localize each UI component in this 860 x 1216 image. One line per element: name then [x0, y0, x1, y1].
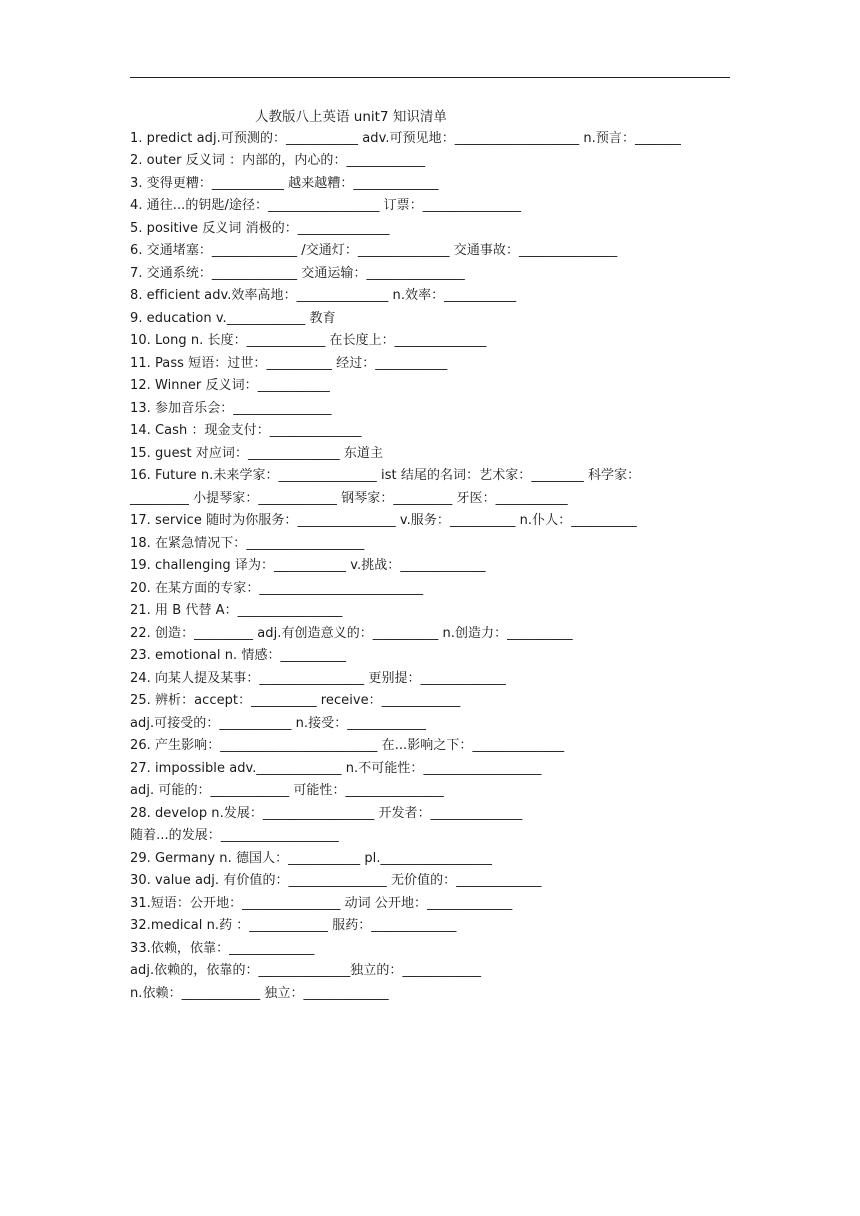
list-item: 13. 参加音乐会：_______________	[130, 401, 332, 416]
list-item: 随着...的发展：__________________	[130, 828, 339, 843]
list-item: 5. positive 反义词 消极的：______________	[130, 221, 390, 236]
list-item: 8. efficient adv.效率高地：______________ n.效率：___________	[130, 288, 517, 303]
list-item: 26. 产生影响：________________________ 在...影响之下：______________	[130, 738, 565, 753]
list-item: 29. Germany n. 德国人：___________ pl._________________	[130, 851, 492, 866]
header-rule	[130, 77, 730, 78]
list-item: 25. 辨析：accept：__________ receive：____________	[130, 693, 461, 708]
list-item: 16. Future n.未来学家：_______________ ist 结尾的名词：艺术家：________ 科学家：	[130, 468, 641, 483]
list-item: 28. develop n.发展：_________________ 开发者：______________	[130, 806, 523, 821]
list-item: 14. Cash ：现金支付：______________	[130, 423, 362, 438]
list-item: adj.依赖的，依靠的：______________独立的：____________	[130, 963, 482, 978]
page-title: 人教版八上英语 unit7 知识清单	[255, 109, 447, 125]
list-item: 7. 交通系统：_____________ 交通运输：_______________	[130, 266, 465, 281]
list-item: 20. 在某方面的专家：_________________________	[130, 581, 424, 596]
list-item: 3. 变得更糟：___________ 越来越糟：_____________	[130, 176, 439, 191]
list-item: 18. 在紧急情况下：__________________	[130, 536, 365, 551]
list-item: 30. value adj. 有价值的：_______________ 无价值的：_____________	[130, 873, 542, 888]
list-item: adj. 可能的：____________ 可能性：_______________	[130, 783, 444, 798]
list-item: 23. emotional n. 情感：__________	[130, 648, 347, 663]
list-item: 27. impossible adv._____________ n.不可能性：__________________	[130, 761, 542, 776]
list-item: adj.可接受的：___________ n.接受：____________	[130, 716, 426, 731]
list-item: 9. education v.____________ 教育	[130, 311, 336, 326]
list-item: 17. service 随时为你服务：_______________ v.服务：__________ n.仆人：__________	[130, 513, 637, 528]
list-item: 31.短语：公开地：_______________ 动词 公开地：_____________	[130, 896, 513, 911]
list-item: 19. challenging 译为：___________ v.挑战：_____________	[130, 558, 486, 573]
list-item: n.依赖：____________ 独立：_____________	[130, 986, 389, 1001]
list-item: 11. Pass 短语：过世：__________ 经过：___________	[130, 356, 448, 371]
list-item: 1. predict adj.可预测的：___________ adv.可预见地：___________________ n.预言：_______	[130, 131, 681, 146]
list-item: 22. 创造：_________ adj.有创造意义的：__________ n.创造力：__________	[130, 626, 573, 641]
list-item: 32.medical n.药 ：____________ 服药：_____________	[130, 918, 457, 933]
list-item: 21. 用 B 代替 A：________________	[130, 603, 343, 618]
list-item: 33.依赖，依靠：_____________	[130, 941, 315, 956]
list-item: 12. Winner 反义词：___________	[130, 378, 330, 393]
list-item: 10. Long n. 长度：____________ 在长度上：______________	[130, 333, 487, 348]
list-item: 15. guest 对应词：______________ 东道主	[130, 446, 384, 461]
list-item: _________ 小提琴家：____________ 钢琴家：_________ 牙医：___________	[130, 491, 568, 506]
list-item: 4. 通往...的钥匙/途径：_________________ 订票：_______________	[130, 198, 521, 213]
list-item: 2. outer 反义词 ：内部的，内心的：____________	[130, 153, 426, 168]
list-item: 24. 向某人提及某事：________________ 更别提：_____________	[130, 671, 506, 686]
list-item: 6. 交通堵塞：_____________ /交通灯：______________ 交通事故：_______________	[130, 243, 618, 258]
